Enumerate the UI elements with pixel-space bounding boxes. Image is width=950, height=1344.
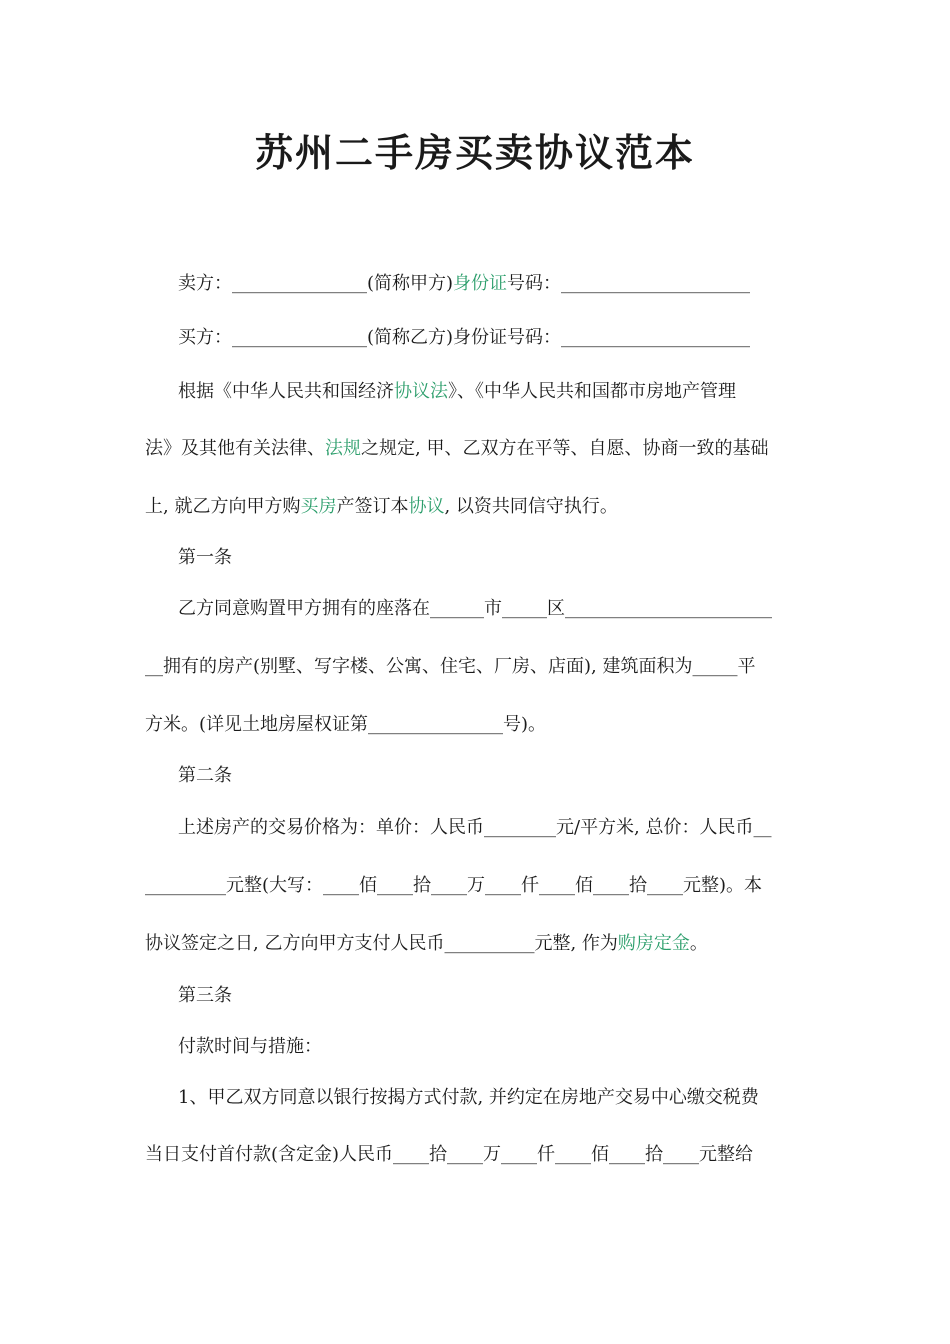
article-text: 当日支付首付款(含定金)人民币____拾____万____仟____佰____拾____元整给	[145, 1144, 754, 1165]
article-3-subheading	[178, 1035, 843, 1059]
article-text: __拥有的房产(别墅、写字楼、公寓、住宅、厂房、店面), 建筑面积为_____平	[145, 656, 756, 677]
preamble-line-1	[178, 380, 843, 404]
id-card-link[interactable]: 身份证	[453, 273, 508, 294]
preamble-text-cont: 产签订本	[336, 496, 409, 517]
article-text: 方米。(详见土地房屋权证第_______________号)。	[145, 714, 547, 735]
article-3-line-2	[145, 1143, 810, 1167]
article-text: 乙方同意购置甲方拥有的座落在______市_____区_______________________	[178, 598, 772, 619]
preamble-line-2	[145, 437, 810, 461]
seller-text-cont: 号码：_____________________	[507, 273, 751, 294]
buy-house-link[interactable]: 买房	[300, 496, 337, 517]
article-1-heading	[178, 546, 843, 570]
agreement-link[interactable]: 协议	[408, 496, 445, 517]
article-1-line-1	[178, 597, 843, 621]
article-text: _________元整(大写：____佰____拾____万____仟____佰____拾____元整)。本	[145, 875, 763, 896]
article-3-heading	[178, 984, 843, 1008]
article-2-line-2	[145, 874, 810, 898]
article-1-line-3	[145, 713, 810, 737]
article-heading-text: 第二条	[178, 765, 232, 786]
article-3-line-1	[178, 1086, 843, 1110]
preamble-text: 上, 就乙方向甲方购	[145, 496, 301, 517]
preamble-line-3	[145, 495, 810, 519]
article-text-end: 。	[689, 933, 708, 954]
house-deposit-link[interactable]: 购房定金	[617, 933, 690, 954]
article-2-line-1	[178, 816, 843, 840]
seller-line	[178, 272, 843, 296]
article-1-line-2	[145, 655, 810, 679]
seller-text: 卖方：_______________(简称甲方)	[178, 273, 454, 294]
preamble-text-end: , 以资共同信守执行。	[444, 496, 618, 517]
article-2-line-3	[145, 932, 810, 956]
article-heading-text: 第一条	[178, 547, 232, 568]
article-text: 1、甲乙双方同意以银行按揭方式付款, 并约定在房地产交易中心缴交税费	[178, 1087, 759, 1108]
article-2-heading	[178, 764, 843, 788]
article-subheading-text: 付款时间与措施：	[178, 1036, 322, 1057]
article-text: 协议签定之日, 乙方向甲方支付人民币__________元整, 作为	[145, 933, 618, 954]
preamble-text-cont: 》、《中华人民共和国都市房地产管理	[448, 381, 736, 402]
article-text: 上述房产的交易价格为：单价：人民币________元/平方米, 总价：人民币__	[178, 817, 772, 838]
buyer-text: 买方：_______________(简称乙方)身份证号码：_____________________	[178, 327, 751, 348]
preamble-text: 法》及其他有关法律、	[145, 438, 325, 459]
regulations-link[interactable]: 法规	[325, 438, 361, 459]
preamble-text-cont: 之规定, 甲、乙双方在平等、自愿、协商一致的基础	[361, 438, 769, 459]
contract-law-link[interactable]: 协议法	[394, 381, 448, 402]
buyer-line	[178, 326, 843, 350]
preamble-text: 根据《中华人民共和国经济	[178, 381, 394, 402]
document-title: 苏州二手房买卖协议范本	[254, 130, 695, 175]
article-heading-text: 第三条	[178, 985, 232, 1006]
